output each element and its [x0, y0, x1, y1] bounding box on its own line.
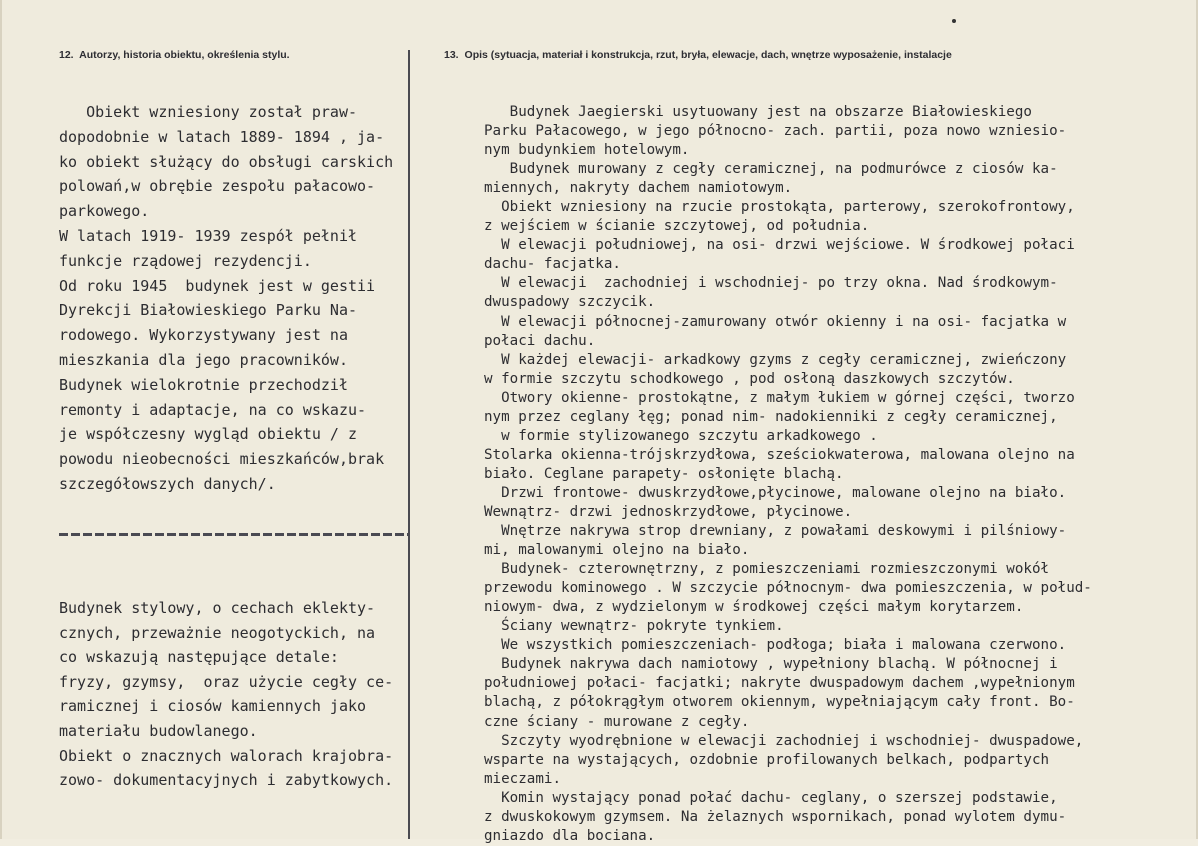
history-line: polowań,w obrębie zespołu pałacowo-: [59, 177, 376, 196]
description-line: W elewacji zachodniej i wschodniej- po trzy okna. Nad środkowym-: [484, 275, 1058, 292]
description-line: Ściany wewnątrz- pokryte tynkiem.: [484, 618, 784, 635]
style-line: ramicznej i ciosów kamiennych jako: [59, 697, 367, 716]
history-line: Od roku 1945 budynek jest w gestii: [59, 276, 376, 295]
description-line: Drzwi frontowe- dwuskrzydłowe,płycinowe, malowane olejno na biało.: [484, 484, 1067, 501]
description-line: Parku Pałacowego, w jego północno- zach. partii, poza nowo wzniesio-: [484, 123, 1067, 140]
history-line: Dyrekcji Białowieskiego Parku Na-: [59, 301, 358, 320]
style-line: materiału budowlanego.: [59, 721, 258, 740]
description-line: biało. Ceglane parapety- osłonięte blachą.: [484, 465, 844, 482]
description-line: gniazdo dla bociana.: [484, 827, 656, 844]
description-line: wsparte na wystających, ozdobnie profilowanych belkach, podpartych: [484, 751, 1050, 768]
history-line: Budynek wielokrotnie przechodził: [59, 375, 348, 394]
description-line: Budynek Jaegierski usytuowany jest na obszarze Białowieskiego: [484, 104, 1032, 120]
history-line: funkcje rządowej rezydencji.: [59, 251, 312, 270]
description-line: nym budynkiem hotelowym.: [484, 142, 690, 159]
history-line: parkowego.: [59, 202, 150, 221]
history-line: szczegółowszych danych/.: [59, 474, 276, 493]
history-line: powodu nieobecności mieszkańców,brak: [59, 450, 385, 469]
description-line: mieczami.: [484, 770, 562, 787]
history-line: dopodobnie w latach 1889- 1894 , ja-: [59, 127, 385, 146]
description-line: miennych, nakryty dachem namiotowym.: [484, 180, 793, 197]
description-line: Komin wystający ponad połać dachu- ceglany, o szerszej podstawie,: [484, 789, 1058, 806]
dashed-separator: [59, 533, 408, 536]
section-12-header: [59, 49, 290, 61]
history-line: rodowego. Wykorzystywany jest na: [59, 326, 348, 345]
description-text: [484, 103, 1196, 846]
style-line: fryzy, gzymsy, oraz użycie cegły ce-: [59, 672, 394, 691]
history-line: W latach 1919- 1939 zespół pełnił: [59, 226, 358, 245]
description-line: W elewacji południowej, na osi- drzwi wejściowe. W środkowej połaci: [484, 237, 1075, 254]
history-line: Obiekt wzniesiony został praw-: [59, 103, 358, 121]
description-line: mi, malowanymi olejno na biało.: [484, 542, 750, 559]
description-line: Obiekt wzniesiony na rzucie prostokąta, parterowy, szerokofrontowy,: [484, 199, 1075, 216]
description-line: czne ściany - murowane z cegły.: [484, 713, 750, 730]
style-line: Budynek stylowy, o cechach eklekty-: [59, 599, 376, 617]
history-line: mieszkania dla jego pracowników.: [59, 350, 348, 369]
section-12-number: 12.: [59, 49, 74, 61]
description-line: południowej połaci- facjatki; nakryte dwuspadowym dachem ,wypełnionym: [484, 675, 1075, 692]
style-line: Obiekt o znacznych walorach krajobra-: [59, 746, 394, 765]
description-line: Budynek- czterownętrzny, z pomieszczeniami rozmieszczonymi wokół: [484, 561, 1050, 578]
description-line: Szczyty wyodrębnione w elewacji zachodniej i wschodniej- dwuspadowe,: [484, 732, 1084, 749]
description-line: nym przez ceglany łęg; ponad nim- nadokienniki z cegły ceramicznej,: [484, 408, 1058, 425]
history-line: je współczesny wygląd obiektu / z: [59, 425, 358, 444]
style-line: co wskazują następujące detale:: [59, 648, 339, 667]
history-line: remonty i adaptacje, na co wskazu-: [59, 400, 367, 419]
description-line: Budynek murowany z cegły ceramicznej, na podmurówce z ciosów ka-: [484, 161, 1058, 178]
style-line: cznych, przeważnie neogotyckich, na: [59, 623, 376, 642]
history-line: ko obiekt służący do obsługi carskich: [59, 152, 394, 171]
description-line: W elewacji północnej-zamurowany otwór okienny i na osi- facjatka w: [484, 313, 1067, 330]
description-line: Budynek nakrywa dach namiotowy , wypełniony blachą. W północnej i: [484, 656, 1058, 673]
description-line: dachu- facjatka.: [484, 256, 621, 273]
description-line: w formie szczytu schodkowego , pod osłoną daszkowych szczytów.: [484, 370, 1015, 387]
description-line: blachą, z półokrągłym otworem okiennym, wypełniającym cały front. Bo-: [484, 694, 1075, 711]
description-line: z dwuskokowym gzymsem. Na żelaznych wspornikach, ponad wylotem dymu-: [484, 808, 1067, 825]
description-line: Stolarka okienna-trójskrzydłowa, sześciokwaterowa, malowana olejno na: [484, 446, 1075, 463]
description-line: połaci dachu.: [484, 332, 596, 349]
description-line: z wejściem w ścianie szczytowej, od południa.: [484, 218, 870, 235]
description-line: w formie stylizowanego szczytu arkadkowego .: [484, 427, 878, 444]
description-line: We wszystkich pomieszczeniach- podłoga; biała i malowana czerwono.: [484, 637, 1067, 654]
ink-dot: [952, 19, 956, 23]
style-text: [59, 596, 411, 793]
section-13-number: 13.: [444, 49, 459, 61]
description-line: niowym- dwa, z wydzielonym w środkowej części małym korytarzem.: [484, 599, 1024, 616]
description-line: W każdej elewacji- arkadkowy gzyms z cegły ceramicznej, zwieńczony: [484, 351, 1067, 368]
section-13-title: Opis (sytuacja, materiał i konstrukcja, rzut, bryła, elewacje, dach, wnętrze wyposażenie, instalacje: [464, 49, 952, 61]
description-line: Wewnątrz- drzwi jednoskrzydłowe, płycinowe.: [484, 503, 853, 520]
description-line: dwuspadowy szczycik.: [484, 294, 656, 311]
section-13-header: [444, 49, 952, 61]
description-line: przewodu kominowego . W szczycie północnym- dwa pomieszczenia, w połud-: [484, 580, 1092, 597]
description-line: Wnętrze nakrywa strop drewniany, z powałami deskowymi i pilśniowy-: [484, 523, 1067, 540]
section-12-title: Autorzy, historia obiektu, określenia stylu.: [79, 49, 290, 61]
history-text: [59, 100, 411, 497]
description-line: Otwory okienne- prostokątne, z małym łukiem w górnej części, tworzo: [484, 389, 1075, 406]
style-line: zowo- dokumentacyjnych i zabytkowych.: [59, 771, 394, 790]
